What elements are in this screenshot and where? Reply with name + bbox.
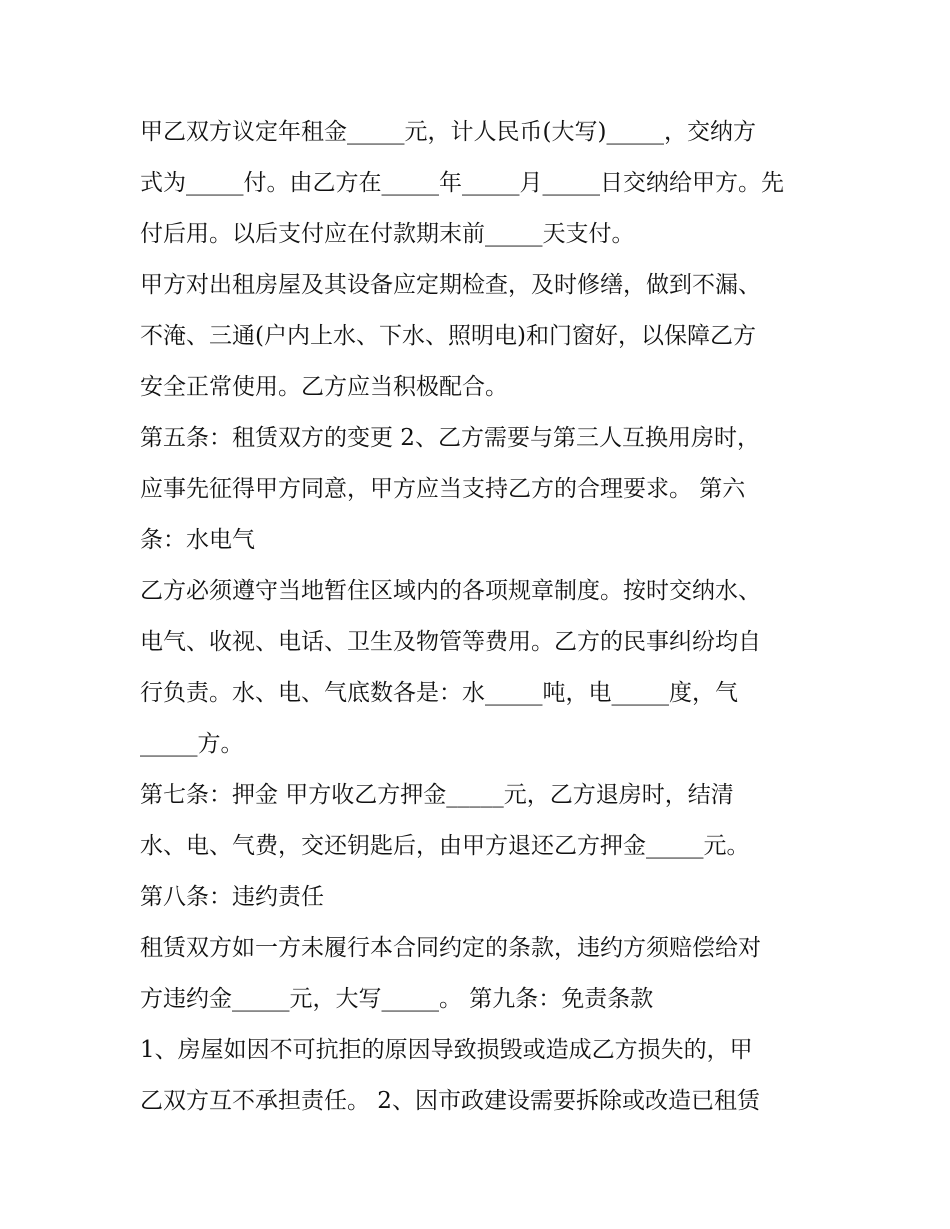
- text-line: 不淹、三通(户内上水、下水、照明电)和门窗好，以保障乙方: [140, 323, 756, 349]
- article-heading-line: 第五条：租赁双方的变更 2、乙方需要与第三人互换用房时，: [140, 425, 760, 451]
- text-line: 应事先征得甲方同意，甲方应当支持乙方的合理要求。 第六: [140, 476, 746, 502]
- text-line: 租赁双方如一方未履行本合同约定的条款，违约方须赔偿给对: [140, 935, 761, 961]
- article-heading-line: 条：水电气: [140, 527, 255, 553]
- text-line: 付后用。以后支付应在付款期末前_____天支付。: [140, 221, 635, 247]
- text-line: 1、房屋如因不可抗拒的原因导致损毁或造成乙方损失的，甲: [140, 1037, 753, 1063]
- article-heading-line: 第七条：押金 甲方收乙方押金_____元，乙方退房时，结清: [140, 782, 734, 808]
- text-line: 方违约金_____元，大写_____。 第九条：免责条款: [140, 986, 654, 1012]
- text-line: 安全正常使用。乙方应当积极配合。: [140, 374, 508, 400]
- article-heading-line: 第八条：违约责任: [140, 884, 324, 910]
- text-line: 乙方必须遵守当地暂住区域内的各项规章制度。按时交纳水、: [140, 578, 761, 604]
- contract-text-body: [140, 107, 812, 1127]
- text-line: 甲乙双方议定年租金_____元，计人民币(大写)_____，交纳方: [140, 119, 756, 145]
- text-line: 电气、收视、电话、卫生及物管等费用。乙方的民事纠纷均自: [140, 629, 761, 655]
- text-line: 乙双方互不承担责任。 2、因市政建设需要拆除或改造已租赁: [140, 1088, 760, 1114]
- text-line: 水、电、气费，交还钥匙后，由甲方退还乙方押金_____元。: [140, 833, 750, 859]
- text-line: _____方。: [140, 731, 244, 757]
- text-line: 式为_____付。由乙方在_____年_____月_____日交纳给甲方。先: [140, 170, 784, 196]
- text-line: 甲方对出租房屋及其设备应定期检查，及时修缮，做到不漏、: [140, 272, 761, 298]
- text-line: 行负责。水、电、气底数各是：水_____吨，电_____度，气: [140, 680, 738, 706]
